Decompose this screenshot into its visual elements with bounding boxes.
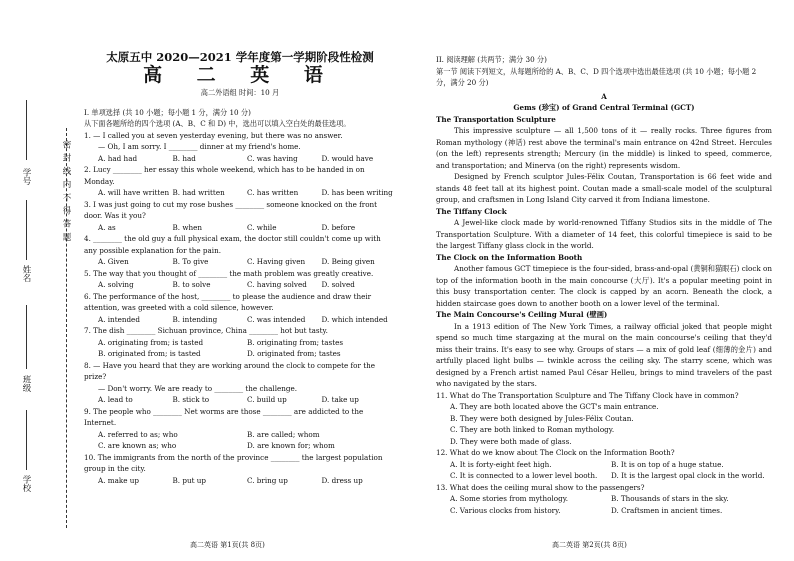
- answer-option: C. Various clocks from history.: [450, 505, 561, 515]
- answer-option: A. Given: [98, 257, 129, 266]
- answer-option: D. Craftsmen in ancient times.: [611, 505, 723, 515]
- answer-option: A. as: [98, 222, 116, 232]
- question-stem: 13. What does the ceiling mural show to the passengers?: [436, 482, 645, 492]
- part2-questions: [436, 390, 772, 517]
- field-name: 姓名: [21, 265, 31, 282]
- exam-meta: 高二外语组 时间：10 月: [200, 88, 280, 97]
- option-row: [436, 470, 772, 482]
- part2-heading: II. 阅读理解 (共两节；满分 30 分): [436, 55, 547, 64]
- field-class: 班级: [21, 375, 31, 392]
- answer-option: A. Some stories from mythology.: [450, 494, 569, 503]
- question-stem: 6. The performance of the host, ________ to please the audience and draw their attention, was greeted with a cold silence, however.: [84, 291, 372, 312]
- answer-option: B. stick to: [172, 395, 210, 404]
- answer-option: C. It is connected to a lower level booth.: [450, 471, 598, 480]
- passage-title: Gems (珍宝) of Grand Central Terminal (GCT): [513, 103, 695, 112]
- answer-option: A. solving: [98, 280, 134, 289]
- part1-questions: [84, 130, 396, 487]
- question-stem: 1. — I called you at seven yesterday evening, but there was no answer.: [84, 130, 343, 140]
- answer-option: D. solved: [321, 280, 355, 289]
- option-row: [84, 348, 396, 360]
- answer-option: A. They are both located above the GCT's main entrance.: [450, 402, 659, 411]
- answer-option: B. originated from; is tasted: [98, 349, 201, 358]
- section-paragraph: A Jewel-like clock made by world-renowned Tiffany Studios sits in the middle of The Transportation Sculpture. With a diameter of 14 feet, this colorful timepiece is said to be the largest Tiffany glass clock in the world.: [436, 218, 772, 250]
- answer-option: D. dress up: [321, 475, 363, 485]
- seal-text: 密 封 线 内 不 得 答 题: [61, 140, 71, 242]
- section-heading: The Tiffany Clock: [436, 206, 507, 216]
- field-line: [26, 305, 27, 369]
- answer-option: C. are known as; who: [98, 441, 177, 450]
- passage-sections: [436, 114, 772, 390]
- answer-option: D. take up: [321, 395, 359, 404]
- question-stem: 3. I was just going to cut my rose bushes ________ someone knocked on the front door. Was it you?: [84, 199, 378, 220]
- section-paragraph: This impressive sculpture — all 1,500 tons of it — really rocks. Three figures from Roman mythology (神话) rest above the terminal's main entrance on 42nd Street. Hercules (on the left) represents strength; Mercury (in the middle) is linked to speed, commerce, and transportation; and Minerva (on the right) represents wisdom.: [436, 126, 772, 170]
- question-stem: 7. The dish ________ Sichuan province, China ________ hot but tasty.: [84, 326, 328, 335]
- answer-option: D. originated from; tastes: [247, 349, 341, 358]
- option-row: [84, 222, 396, 234]
- answer-option: A. intended: [98, 314, 140, 324]
- answer-option: B. had written: [172, 188, 225, 197]
- answer-option: A. had had: [98, 153, 138, 163]
- answer-option: B. Thousands of stars in the sky.: [611, 494, 729, 503]
- answer-option: C. while: [247, 222, 277, 232]
- section-heading: The Transportation Sculpture: [436, 114, 556, 124]
- answer-option: B. put up: [172, 475, 206, 485]
- answer-option: D. They were both made of glass.: [450, 436, 572, 446]
- answer-option: C. has written: [247, 188, 299, 197]
- answer-option: B. had: [172, 153, 196, 163]
- answer-option: B. are called; whom: [247, 429, 320, 439]
- answer-option: A. make up: [98, 475, 139, 485]
- exam-subject: 高 二 英 语: [143, 63, 337, 86]
- answer-option: D. Being given: [321, 257, 375, 266]
- answer-option: D. are known for; whom: [247, 441, 335, 450]
- binding-margin: [0, 0, 80, 561]
- answer-option: A. referred to as; who: [98, 429, 178, 439]
- answer-option: B. originating from; tastes: [247, 337, 344, 347]
- option-row: [84, 153, 396, 165]
- answer-option: B. They were both designed by Jules-Félix Coutan.: [450, 413, 634, 423]
- answer-option: C. was having: [247, 153, 298, 163]
- answer-option: B. to solve: [172, 280, 211, 289]
- left-column: [84, 52, 396, 486]
- part2-instruction: 第一节 阅读下列短文，从每题所给的 A、B、C、D 四个选项中选出最佳选项 (共 10 小题；每小题 2 分，满分 20 分): [436, 66, 757, 87]
- option-row: [436, 493, 772, 505]
- field-school: 学校: [21, 475, 31, 492]
- section-paragraph: Another famous GCT timepiece is the four-sided, brass-and-opal (黄铜和猫眼石) clock on top of the information booth in the main concourse (大厅). It's a popular meeting point in this busy transportation center. The clock is capped by an acorn. Beneath the clock, a hidden staircase goes down to another booth on a lower level of the terminal.: [436, 264, 772, 308]
- question-stem: 11. What do The Transportation Sculpture and The Tiffany Clock have in common?: [436, 390, 739, 400]
- answer-option: B. To give: [172, 257, 209, 266]
- field-line: [26, 410, 27, 470]
- question-stem: 12. What do we know about The Clock on the Information Booth?: [436, 448, 675, 457]
- section-paragraph: In a 1913 edition of The New York Times, a railway official joked that people might spend so much time stargazing at the mural on the main concourse's ceiling that they'd miss their trains. It's easy to see why. Groups of stars — a mix of gold leaf (细薄的金片) and artfully placed light bulbs — twinkle across the ceiling sky. The starry scene, which was designed by a French artist named Paul César Helleu, brings to mind travelers of the past who navigated by the stars.: [436, 321, 772, 388]
- section-heading: The Clock on the Information Booth: [436, 252, 583, 262]
- field-line: [26, 100, 27, 160]
- answer-option: A. lead to: [98, 395, 133, 404]
- question-stem: 8. — Have you heard that they are working around the clock to compete for the prize?: [84, 360, 375, 381]
- part1-heading: I. 单项选择 (共 10 小题；每小题 1 分，满分 10 分): [84, 107, 251, 117]
- question-stem: 10. The immigrants from the north of the province ________ the largest population group in the city.: [84, 452, 383, 473]
- answer-option: A. originating from; is tasted: [98, 337, 204, 347]
- exam-title: 太原五中 2020—2021 学年度第一学期阶段性检测: [106, 50, 374, 64]
- section-paragraph: Designed by French sculptor Jules-Félix Coutan, Transportation is 66 feet wide and stands 48 feet tall at its highest point. Coutan made a small-scale model of the sculptural group, and craftsmen in Long Island City carved it from Indiana limestone.: [436, 172, 772, 204]
- answer-option: A. It is forty-eight feet high.: [450, 459, 552, 469]
- section-heading: The Main Concourse's Ceiling Mural (壁画): [436, 310, 608, 319]
- answer-option: C. build up: [247, 395, 287, 404]
- answer-option: D. which intended: [321, 314, 388, 324]
- footer-left: 高二英语 第1页(共 8页): [190, 541, 265, 549]
- answer-option: C. Having given: [247, 257, 306, 266]
- answer-option: C. bring up: [247, 475, 288, 485]
- field-line: [26, 200, 27, 260]
- option-row: [84, 337, 396, 349]
- answer-option: C. having solved: [247, 280, 307, 289]
- option-row: [84, 314, 396, 326]
- option-row: [84, 256, 396, 268]
- option-row: [84, 394, 396, 406]
- answer-option: D. would have: [321, 153, 374, 163]
- answer-option: D. has been writing: [321, 188, 393, 197]
- option-row: [84, 475, 396, 487]
- answer-option: C. was intended: [247, 314, 306, 324]
- answer-option: D. It is the largest opal clock in the world.: [611, 471, 765, 480]
- question-stem: 4. ________ the old guy a full physical exam, the doctor still couldn't come up with any possible explanation for the pain.: [84, 234, 381, 255]
- answer-option: B. It is on top of a huge statue.: [611, 459, 724, 469]
- answer-option: D. before: [321, 222, 356, 232]
- answer-option: A. will have written: [98, 188, 170, 197]
- part1-instruction: 从下面各题所给的四个选项 (A、B、C 和 D) 中，选出可以填入空白处的最佳选项。: [84, 119, 351, 128]
- option-row: [84, 187, 396, 199]
- question-stem: 2. Lucy ________ her essay this whole weekend, which has to be handed in on Monday.: [84, 165, 365, 186]
- question-stem: — Oh, I am sorry. I ________ dinner at my friend's home.: [98, 142, 301, 151]
- answer-option: B. intending: [172, 314, 218, 324]
- question-stem: — Don't worry. We are ready to ________ the challenge.: [98, 383, 298, 393]
- option-row: [84, 429, 396, 441]
- passage-letter: A: [601, 91, 607, 101]
- footer-right: 高二英语 第2页(共 8页): [552, 541, 627, 549]
- question-stem: 5. The way that you thought of ________ the math problem was greatly creative.: [84, 268, 374, 278]
- field-student-number: 学号: [21, 168, 31, 185]
- question-stem: 9. The people who ________ Net worms are those ________ are addicted to the Internet.: [84, 406, 364, 427]
- option-row: [84, 440, 396, 452]
- answer-option: C. They are both linked to Roman mythology.: [450, 425, 615, 434]
- option-row: [84, 279, 396, 291]
- option-row: [436, 505, 772, 517]
- answer-option: B. when: [172, 222, 203, 232]
- option-row: [436, 459, 772, 471]
- right-column: [436, 54, 772, 516]
